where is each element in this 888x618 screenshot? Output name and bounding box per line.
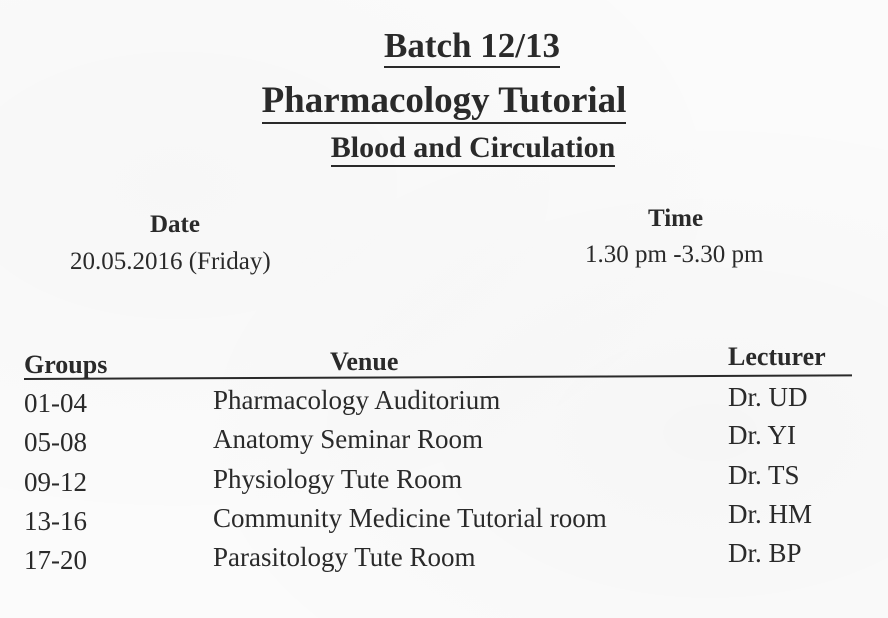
column-header-groups: Groups xyxy=(24,350,108,379)
table-cell-venue: Parasitology Tute Room xyxy=(213,542,476,572)
table-cell-venue: Community Medicine Tutorial room xyxy=(213,503,607,533)
table-cell-lecturer: Dr. HM xyxy=(728,499,813,529)
table-cell-venue: Anatomy Seminar Room xyxy=(213,424,483,454)
date-value: 20.05.2016 (Friday) xyxy=(70,248,271,275)
table-cell-group: 09-12 xyxy=(24,467,87,497)
date-label: Date xyxy=(150,211,200,238)
table-cell-lecturer: Dr. UD xyxy=(728,382,808,412)
table-cell-group: 13-16 xyxy=(24,506,87,536)
time-label: Time xyxy=(648,205,704,232)
table-cell-group: 17-20 xyxy=(24,545,87,575)
time-value: 1.30 pm -3.30 pm xyxy=(585,241,764,268)
table-cell-venue: Pharmacology Auditorium xyxy=(213,385,501,415)
column-header-venue: Venue xyxy=(330,347,399,376)
document-subtitle-text: Blood and Circulation xyxy=(331,132,616,167)
table-cell-lecturer: Dr. YI xyxy=(728,420,796,450)
table-cell-group: 05-08 xyxy=(24,427,87,457)
document-title-text: Pharmacology Tutorial xyxy=(262,82,627,124)
table-cell-group: 01-04 xyxy=(24,388,87,418)
table-cell-lecturer: Dr. BP xyxy=(728,538,802,568)
table-cell-venue: Physiology Tute Room xyxy=(213,464,463,494)
table-cell-lecturer: Dr. TS xyxy=(728,460,800,490)
column-header-lecturer: Lecturer xyxy=(728,342,826,371)
batch-heading-text: Batch 12/13 xyxy=(384,28,560,68)
